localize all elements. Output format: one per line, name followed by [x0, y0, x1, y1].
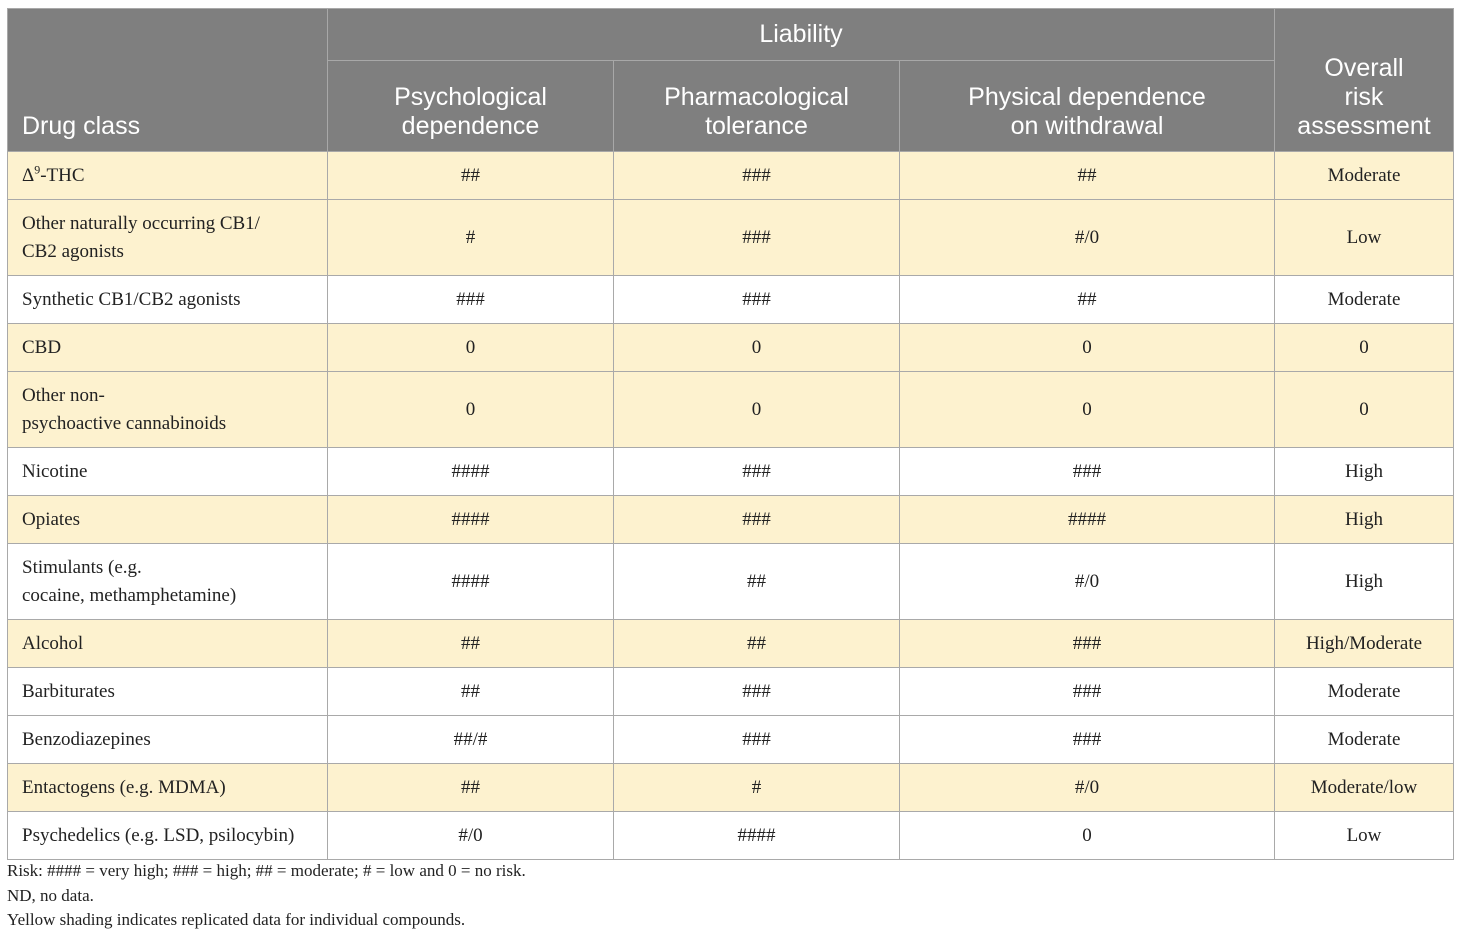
- pharmacological-cell: ###: [614, 200, 900, 276]
- drug-class-cell: Psychedelics (e.g. LSD, psilocybin): [8, 812, 328, 860]
- overall-cell: Low: [1275, 200, 1454, 276]
- table-row: [8, 544, 1454, 620]
- drug-class-cell: Synthetic CB1/CB2 agonists: [8, 276, 328, 324]
- table-row: [8, 152, 1454, 200]
- table-row: [8, 812, 1454, 860]
- physical-cell: 0: [900, 812, 1275, 860]
- table-row: [8, 200, 1454, 276]
- shading-note: Yellow shading indicates replicated data for individual compounds.: [7, 910, 466, 929]
- physical-cell: ####: [900, 496, 1275, 544]
- physical-cell: ###: [900, 620, 1275, 668]
- psychological-cell: #: [328, 200, 614, 276]
- table-row: [8, 620, 1454, 668]
- overall-cell: Moderate: [1275, 152, 1454, 200]
- psychological-cell: 0: [328, 372, 614, 448]
- header-row-top: [8, 9, 1454, 61]
- psychological-cell: ##: [328, 620, 614, 668]
- table-row: [8, 372, 1454, 448]
- pharmacological-cell: ##: [614, 544, 900, 620]
- pharmacological-tolerance-header: Pharmacological tolerance: [614, 61, 900, 152]
- no-data-note: ND, no data.: [7, 885, 94, 905]
- pharmacological-cell: ##: [614, 620, 900, 668]
- drug-class-cell: Other naturally occurring CB1/ CB2 agonists: [8, 200, 328, 276]
- physical-cell: #/0: [900, 200, 1275, 276]
- psychological-cell: ###: [328, 276, 614, 324]
- pharmacological-cell: ###: [614, 496, 900, 544]
- pharmacological-cell: 0: [614, 372, 900, 448]
- psychological-cell: #/0: [328, 812, 614, 860]
- overall-cell: Moderate: [1275, 716, 1454, 764]
- pharmacological-cell: #: [614, 764, 900, 812]
- drug-class-cell: Nicotine: [8, 448, 328, 496]
- risk-legend-note: Risk: #### = very high; ### = high; ## = moderate; # = low and 0 = no risk.: [7, 861, 526, 880]
- pharmacological-cell: ####: [614, 812, 900, 860]
- physical-cell: ##: [900, 276, 1275, 324]
- pharmacological-cell: ###: [614, 152, 900, 200]
- overall-cell: High/Moderate: [1275, 620, 1454, 668]
- pharmacological-cell: 0: [614, 324, 900, 372]
- drug-class-cell: Other non- psychoactive cannabinoids: [8, 372, 328, 448]
- drug-class-cell: CBD: [8, 324, 328, 372]
- psychological-cell: ##: [328, 152, 614, 200]
- table-row: [8, 276, 1454, 324]
- drug-class-cell: $\Delta^9$-THC: [8, 152, 328, 200]
- physical-cell: #/0: [900, 544, 1275, 620]
- table-row: [8, 448, 1454, 496]
- psychological-cell: ####: [328, 544, 614, 620]
- pharmacological-cell: ###: [614, 716, 900, 764]
- pharmacological-cell: ###: [614, 448, 900, 496]
- overall-cell: Low: [1275, 812, 1454, 860]
- drug-class-cell: Opiates: [8, 496, 328, 544]
- physical-dependence-header: Physical dependence on withdrawal: [900, 61, 1275, 152]
- psychological-cell: ##: [328, 668, 614, 716]
- overall-risk-header: Overall risk assessment: [1275, 9, 1454, 152]
- table-row: [8, 716, 1454, 764]
- pharmacological-cell: ###: [614, 276, 900, 324]
- drug-class-cell: Benzodiazepines: [8, 716, 328, 764]
- overall-cell: 0: [1275, 372, 1454, 448]
- physical-cell: ##: [900, 152, 1275, 200]
- overall-cell: High: [1275, 448, 1454, 496]
- physical-cell: ###: [900, 448, 1275, 496]
- psychological-cell: ####: [328, 496, 614, 544]
- psychological-cell: ##: [328, 764, 614, 812]
- overall-cell: High: [1275, 496, 1454, 544]
- physical-cell: 0: [900, 324, 1275, 372]
- table-row: [8, 668, 1454, 716]
- overall-cell: High: [1275, 544, 1454, 620]
- overall-cell: Moderate/low: [1275, 764, 1454, 812]
- drug-class-cell: Stimulants (e.g. cocaine, methamphetamine): [8, 544, 328, 620]
- liability-header: Liability: [328, 9, 1275, 61]
- overall-cell: Moderate: [1275, 276, 1454, 324]
- liability-table-container: [7, 8, 1453, 860]
- physical-cell: ###: [900, 716, 1275, 764]
- physical-cell: ###: [900, 668, 1275, 716]
- table-footnotes: [7, 859, 526, 933]
- drug-class-header: Drug class: [8, 9, 328, 152]
- pharmacological-cell: ###: [614, 668, 900, 716]
- psychological-dependence-header: Psychological dependence: [328, 61, 614, 152]
- table-row: [8, 764, 1454, 812]
- table-row: [8, 496, 1454, 544]
- overall-cell: Moderate: [1275, 668, 1454, 716]
- liability-table: [7, 8, 1454, 860]
- psychological-cell: ####: [328, 448, 614, 496]
- psychological-cell: 0: [328, 324, 614, 372]
- psychological-cell: ##/#: [328, 716, 614, 764]
- physical-cell: #/0: [900, 764, 1275, 812]
- table-row: [8, 324, 1454, 372]
- physical-cell: 0: [900, 372, 1275, 448]
- drug-class-cell: Entactogens (e.g. MDMA): [8, 764, 328, 812]
- overall-cell: 0: [1275, 324, 1454, 372]
- drug-class-cell: Alcohol: [8, 620, 328, 668]
- drug-class-cell: Barbiturates: [8, 668, 328, 716]
